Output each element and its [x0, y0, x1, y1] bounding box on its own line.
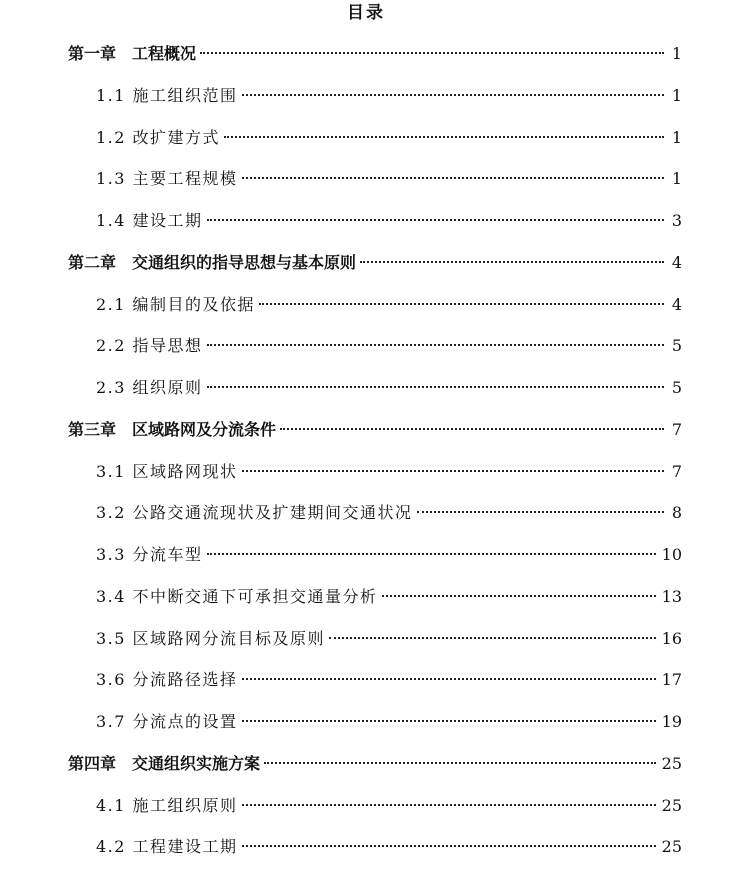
toc-entry-label: 3.6 分流路径选择	[96, 670, 238, 690]
toc-entry-page: 1	[671, 44, 682, 63]
dot-leader	[242, 94, 664, 96]
toc-entry-label: 第一章 工程概况	[68, 44, 197, 63]
toc-entry-chapter-4[interactable]	[0, 743, 732, 785]
toc-entry-label: 4.1 施工组织原则	[96, 795, 238, 815]
dot-leader	[242, 678, 656, 680]
dot-leader	[280, 428, 664, 430]
toc-entry-section-3-5[interactable]	[0, 618, 732, 660]
toc-entry-section-3-3[interactable]	[0, 534, 732, 576]
dot-leader	[242, 845, 656, 847]
toc-entry-page: 19	[661, 712, 682, 731]
toc-entry-page: 16	[661, 628, 682, 648]
toc-entry-label: 3.3 分流车型	[96, 545, 203, 564]
toc-entry-page: 13	[661, 586, 682, 606]
toc-entry-label: 4.2 工程建设工期	[96, 837, 238, 857]
dot-leader	[207, 219, 664, 221]
toc-entry-page: 4	[671, 294, 682, 314]
toc-entry-section-4-2[interactable]	[0, 826, 732, 868]
toc-entry-section-2-1[interactable]	[0, 284, 732, 326]
toc-entry-section-1-2[interactable]	[0, 117, 732, 159]
dot-leader	[329, 637, 656, 639]
toc-entry-page: 3	[671, 211, 682, 230]
toc-entry-page: 25	[661, 837, 682, 857]
toc-entry-page: 8	[671, 503, 682, 523]
toc-entry-section-1-3[interactable]	[0, 158, 732, 200]
toc-entry-label: 2.3 组织原则	[96, 378, 203, 397]
toc-entry-chapter-2[interactable]	[0, 242, 732, 284]
toc-entry-label: 2.1 编制目的及依据	[96, 294, 256, 314]
toc-entry-label: 3.7 分流点的设置	[96, 712, 238, 731]
toc-entry-section-3-1[interactable]	[0, 451, 732, 493]
toc-entry-section-3-2[interactable]	[0, 492, 732, 534]
toc-entry-page: 5	[671, 336, 682, 356]
toc-entry-label: 第二章 交通组织的指导思想与基本原则	[68, 252, 357, 272]
toc-entry-page: 1	[671, 169, 682, 189]
toc-entry-page: 25	[661, 795, 682, 815]
dot-leader	[207, 344, 664, 346]
toc-entry-section-3-6[interactable]	[0, 659, 732, 701]
toc-entry-page: 17	[661, 670, 682, 690]
toc-entry-section-2-2[interactable]	[0, 325, 732, 367]
dot-leader	[207, 553, 656, 555]
toc-entry-label: 1.2 改扩建方式	[96, 127, 221, 147]
toc-entry-section-4-1[interactable]	[0, 785, 732, 827]
toc-entry-chapter-1[interactable]	[0, 33, 732, 75]
dot-leader	[224, 136, 664, 138]
toc-entry-section-3-7[interactable]	[0, 701, 732, 743]
dot-leader	[264, 762, 656, 764]
toc-entry-page: 1	[671, 85, 682, 105]
toc-entry-page: 7	[671, 461, 682, 481]
dot-leader	[417, 511, 664, 513]
toc-entry-section-2-3[interactable]	[0, 367, 732, 409]
toc-entry-section-3-4[interactable]	[0, 576, 732, 618]
toc-entry-label: 1.1 施工组织范围	[96, 85, 238, 105]
toc-entry-section-1-1[interactable]	[0, 75, 732, 117]
toc-entry-label: 第三章 区域路网及分流条件	[68, 419, 277, 439]
dot-leader	[360, 261, 664, 263]
toc-entry-page: 1	[671, 127, 682, 147]
dot-leader	[200, 52, 664, 54]
dot-leader	[259, 303, 664, 305]
toc-title: 目录	[347, 3, 385, 23]
dot-leader	[242, 804, 656, 806]
toc-entry-page: 4	[671, 252, 682, 272]
dot-leader	[242, 177, 664, 179]
toc-list	[0, 33, 732, 868]
toc-entry-section-1-4[interactable]	[0, 200, 732, 242]
toc-entry-label: 3.4 不中断交通下可承担交通量分析	[96, 586, 378, 606]
dot-leader	[242, 470, 664, 472]
dot-leader	[382, 595, 656, 597]
toc-entry-label: 2.2 指导思想	[96, 336, 203, 356]
toc-entry-label: 3.2 公路交通流现状及扩建期间交通状况	[96, 503, 413, 523]
toc-entry-label: 第四章 交通组织实施方案	[68, 753, 261, 773]
dot-leader	[242, 720, 656, 722]
toc-entry-label: 1.3 主要工程规模	[96, 169, 238, 189]
toc-entry-label: 1.4 建设工期	[96, 211, 203, 230]
toc-entry-label: 3.5 区域路网分流目标及原则	[96, 628, 326, 648]
toc-entry-page: 10	[661, 545, 682, 564]
toc-entry-label: 3.1 区域路网现状	[96, 461, 238, 481]
toc-entry-page: 25	[661, 753, 682, 773]
dot-leader	[207, 386, 664, 388]
toc-entry-page: 7	[671, 419, 682, 439]
toc-entry-chapter-3[interactable]	[0, 409, 732, 451]
toc-entry-page: 5	[671, 378, 682, 397]
